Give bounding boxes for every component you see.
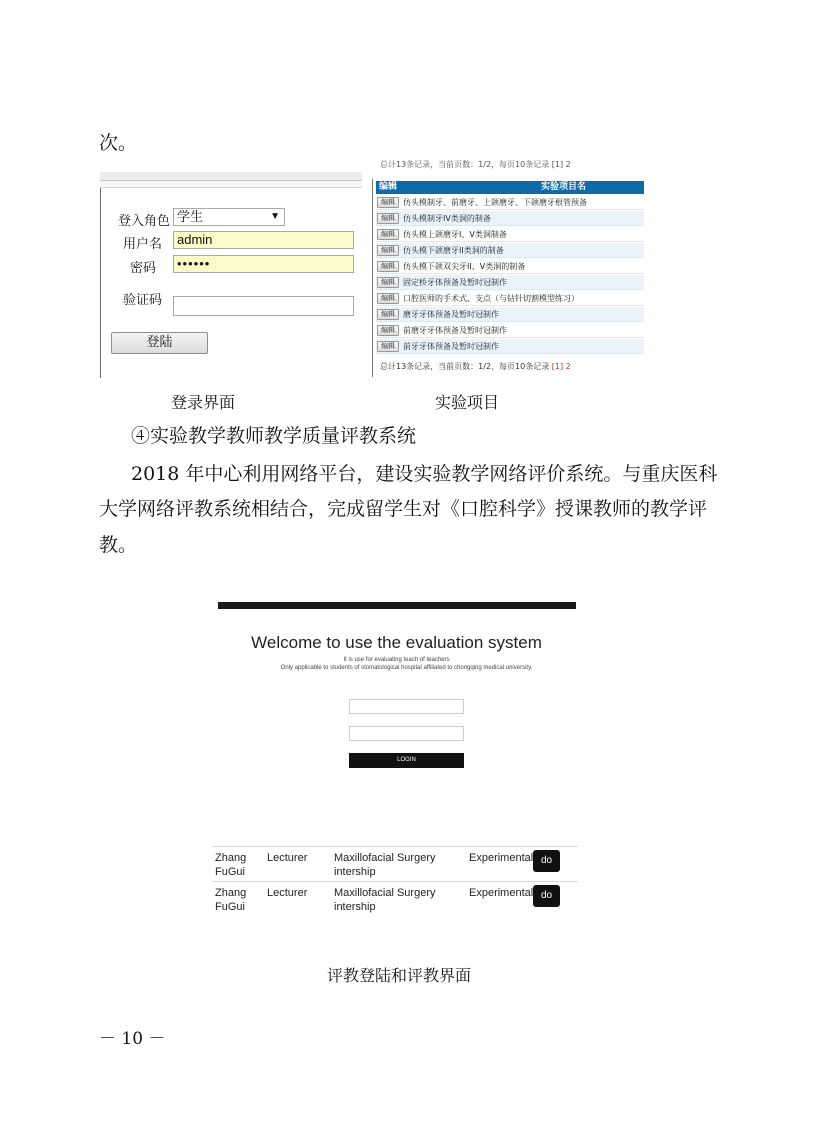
do-evaluate-button[interactable]: do bbox=[533, 885, 560, 907]
teacher-name: Zhang FuGui bbox=[215, 852, 247, 878]
top-record-summary: 总计13条记录，当前页数：1/2，每页10条记录 [1] 2 bbox=[380, 160, 571, 169]
edit-button[interactable]: 编辑 bbox=[377, 213, 399, 224]
caption-experiments: 实验项目 bbox=[435, 393, 500, 412]
paragraph-line-2: 大学网络评教系统相结合，完成留学生对《口腔科学》授课教师的教学评 bbox=[99, 498, 708, 520]
username-input[interactable]: admin bbox=[173, 231, 354, 249]
table-row bbox=[376, 211, 644, 226]
captcha-input[interactable] bbox=[173, 296, 354, 316]
page-number: － 10 － bbox=[99, 1029, 166, 1049]
column-name-header: 实验项目名 bbox=[541, 182, 587, 192]
role-select[interactable] bbox=[173, 208, 285, 226]
page-link-2[interactable]: 2 bbox=[563, 362, 571, 371]
edit-button[interactable]: 编辑 bbox=[377, 341, 399, 352]
experiment-name: 口腔医师的手术式、支点（与钻针切割模型练习） bbox=[403, 294, 579, 303]
eval-subtitle-2: Only applicable to students of stomatological hospital affiliated to chongqing medical university. bbox=[280, 665, 533, 671]
login-button[interactable]: 登陆 bbox=[111, 332, 208, 354]
edit-button[interactable]: 编辑 bbox=[377, 197, 399, 208]
pagination bbox=[380, 361, 571, 372]
table-row bbox=[376, 195, 644, 210]
teacher-title: Lecturer bbox=[267, 887, 308, 899]
role-select-value: 学生 bbox=[177, 209, 204, 224]
table-header bbox=[376, 181, 644, 194]
captcha-label: 验证码 bbox=[123, 293, 163, 308]
teacher-name: Zhang FuGui bbox=[215, 887, 247, 913]
eval-password-input[interactable] bbox=[349, 726, 464, 741]
role-label: 登入角色 bbox=[118, 214, 171, 229]
password-input[interactable]: •••••• bbox=[173, 255, 354, 273]
course-type: Experimental bbox=[469, 852, 534, 864]
table-row bbox=[376, 307, 644, 322]
edit-button[interactable]: 编辑 bbox=[377, 325, 399, 336]
experiment-name: 仿头模上颌磨牙I、V类洞制备 bbox=[403, 230, 507, 239]
password-label: 密码 bbox=[130, 261, 157, 276]
caption-evaluation: 评教登陆和评教界面 bbox=[327, 966, 472, 985]
edit-button[interactable]: 编辑 bbox=[377, 309, 399, 320]
experiment-name: 磨牙牙体预备及暂时冠制作 bbox=[403, 310, 499, 319]
experiment-name: 仿头模制牙IV类洞的制备 bbox=[403, 214, 491, 223]
paragraph-line-1: 2018 年中心利用网络平台，建设实验教学网络评价系统。与重庆医科 bbox=[131, 463, 718, 485]
eval-title: Welcome to use the evaluation system bbox=[251, 633, 542, 652]
caption-login: 登录界面 bbox=[171, 393, 236, 412]
paragraph-line-3: 教。 bbox=[99, 534, 138, 556]
page-link-1[interactable]: [1] bbox=[551, 362, 564, 371]
column-edit-header: 编辑 bbox=[379, 182, 398, 192]
edit-button[interactable]: 编辑 bbox=[377, 293, 399, 304]
eval-username-input[interactable] bbox=[349, 699, 464, 714]
eval-login-button[interactable]: LOGIN bbox=[349, 753, 464, 768]
table-row bbox=[376, 243, 644, 258]
section-heading: ④实验教学教师教学质量评教系统 bbox=[131, 425, 417, 447]
course-type: Experimental bbox=[469, 887, 534, 899]
table-row bbox=[376, 339, 644, 354]
paragraph-tail: 次。 bbox=[99, 132, 138, 154]
do-evaluate-button[interactable]: do bbox=[533, 850, 560, 872]
course-name: Maxillofacial Surgery intership bbox=[334, 887, 436, 913]
teacher-title: Lecturer bbox=[267, 852, 308, 864]
login-screenshot bbox=[100, 168, 362, 378]
experiment-name: 前牙牙体预备及暂时冠制作 bbox=[403, 342, 499, 351]
table-row bbox=[376, 259, 644, 274]
table-row bbox=[376, 291, 644, 306]
chevron-down-icon: ▼ bbox=[270, 211, 280, 222]
experiment-list-screenshot bbox=[372, 160, 644, 377]
edit-button[interactable]: 编辑 bbox=[377, 245, 399, 256]
eval-top-bar bbox=[218, 602, 576, 609]
table-row bbox=[376, 227, 644, 242]
edit-button[interactable]: 编辑 bbox=[377, 261, 399, 272]
course-name: Maxillofacial Surgery intership bbox=[334, 852, 436, 878]
experiment-name: 仿头模下颌磨牙II类洞的制备 bbox=[403, 246, 504, 255]
username-label: 用户名 bbox=[123, 237, 163, 252]
eval-subtitle-1: It is use for evaluating teach of teachers bbox=[343, 657, 450, 663]
edit-button[interactable]: 编辑 bbox=[377, 277, 399, 288]
table-row bbox=[376, 275, 644, 290]
experiment-name: 前磨牙牙体预备及暂时冠制作 bbox=[403, 326, 507, 335]
experiment-name: 固定桥牙体预备及暂时冠制作 bbox=[403, 278, 507, 287]
experiment-name: 仿头模制牙、前磨牙、上颌磨牙、下颌磨牙根管预备 bbox=[403, 198, 587, 207]
pagination-summary: 总计13条记录，当前页数：1/2，每页10条记录 bbox=[380, 362, 552, 371]
table-row bbox=[376, 323, 644, 338]
edit-button[interactable]: 编辑 bbox=[377, 229, 399, 240]
experiment-name: 仿头模下颌双尖牙II、V类洞的制备 bbox=[403, 262, 526, 271]
